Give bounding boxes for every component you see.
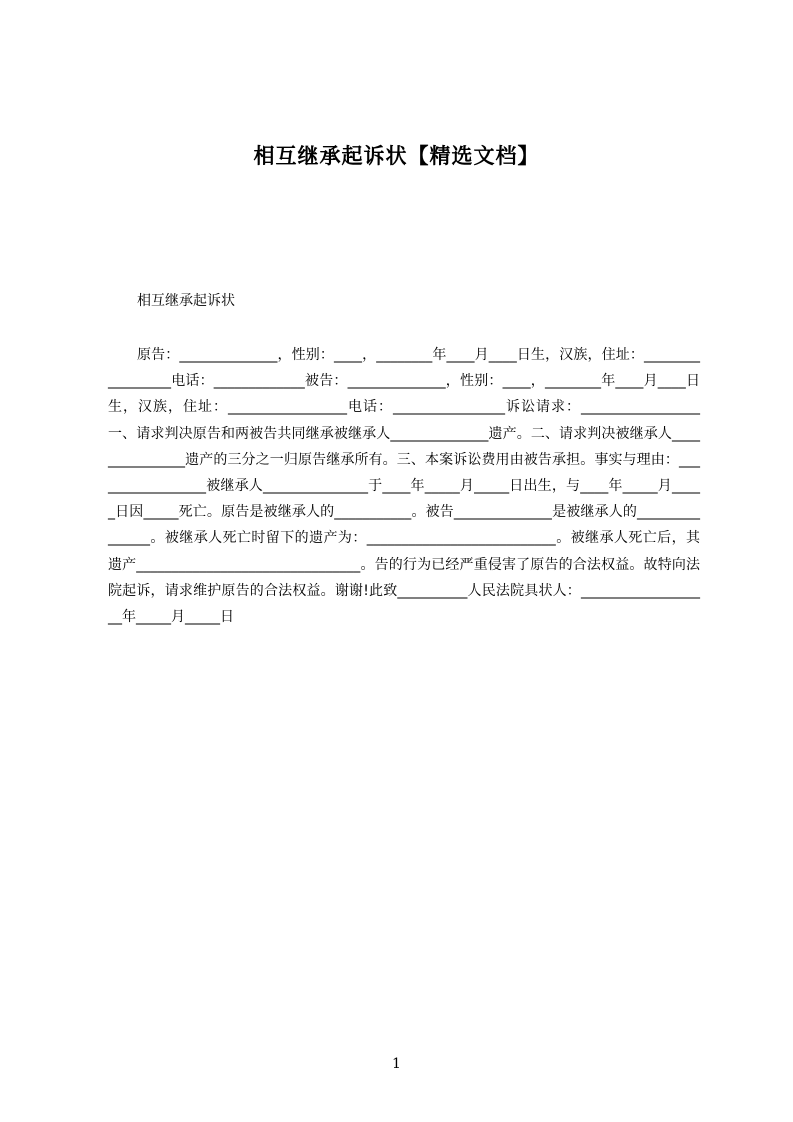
document-body xyxy=(108,342,700,630)
page-title: 相互继承起诉状【精选文档】 xyxy=(253,144,540,168)
document-subtitle: 相互继承起诉状 xyxy=(137,293,235,309)
page-number: 1 xyxy=(392,1056,401,1072)
body-paragraph: 原告：______________，性别：____，________年____月____日生，汉族，住址：_________________电话：_____________被告：______________，性别：____，________年____月____日生，汉族，住址：_________________电话：________________诉讼请求：_________________一、请求判决原告和两被告共同继承被继承人______________遗产。二、请求判决被继承人_______________遗产的三分之一归原告继承所有。三、本案诉讼费用由被告承担。事实与理由：_________________被继承人_______________于____年_____月_____日出生，与____年_____月_____日因_____死亡。原告是被继承人的___________。被告______________是被继承人的_______________。被继承人死亡时留下的遗产为：___________________________。被继承人死亡后，其遗产________________________________。告的行为已经严重侵害了原告的合法权益。故特向法院起诉，请求维护原告的合法权益。谢谢!此致__________人民法院具状人：___________________年_____月_____日 xyxy=(108,347,700,626)
